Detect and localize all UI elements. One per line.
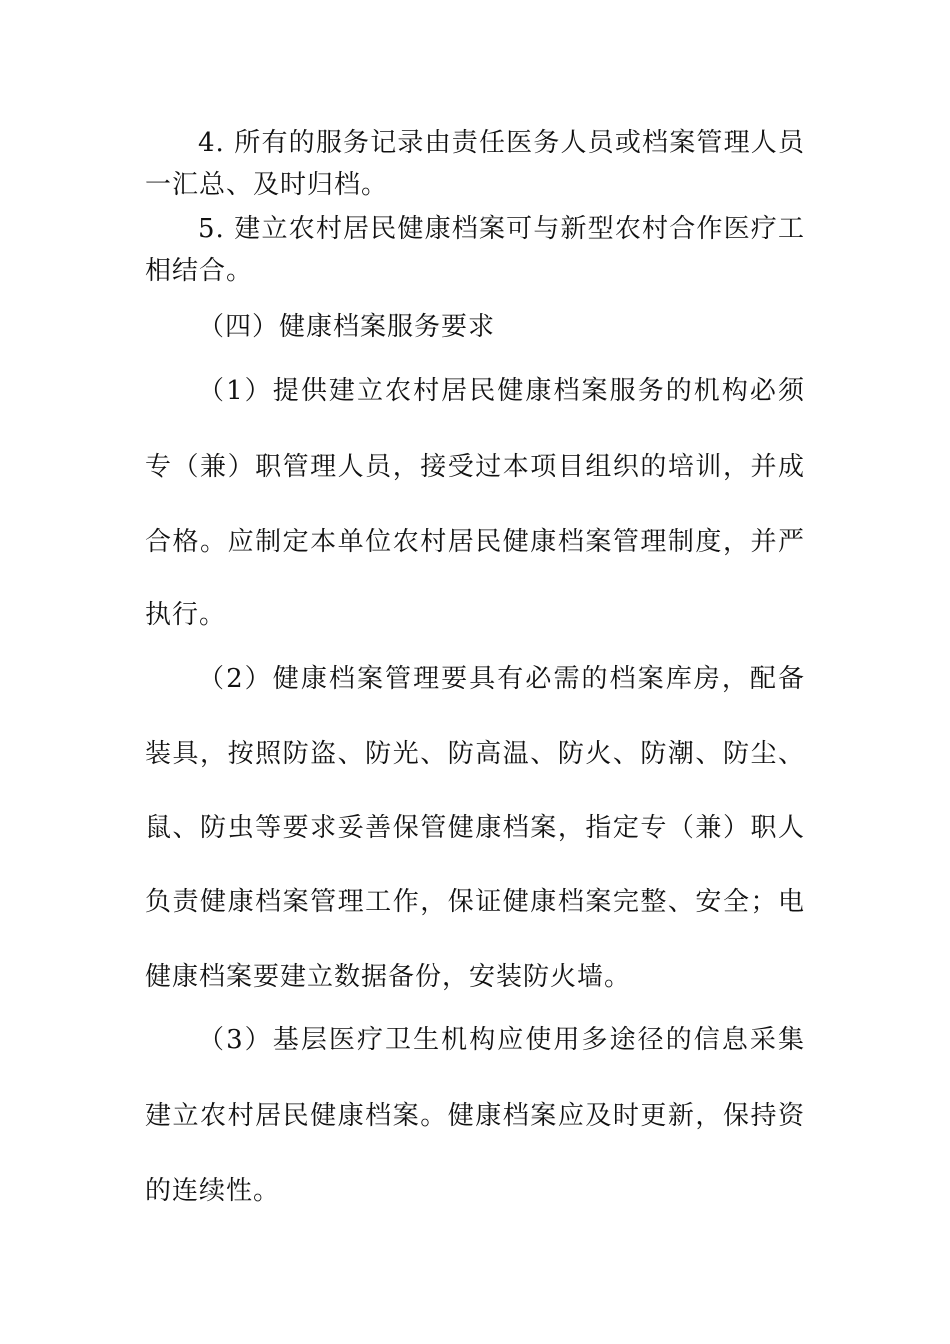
para-2-line-4: 负责健康档案管理工作，保证健康档案完整、安全；电 bbox=[145, 887, 805, 917]
para-1-line-2: 专（兼）职管理人员，接受过本项目组织的培训，并成 bbox=[145, 452, 805, 482]
para-1-line-4: 执行。 bbox=[145, 600, 227, 630]
item-5-line-1: 5. 建立农村居民健康档案可与新型农村合作医疗工 bbox=[198, 214, 805, 244]
para-2-line-2: 装具，按照防盗、防光、防高温、防火、防潮、防尘、 bbox=[145, 739, 805, 769]
para-3-line-2: 建立农村居民健康档案。健康档案应及时更新，保持资 bbox=[145, 1101, 805, 1131]
para-1-line-3: 合格。应制定本单位农村居民健康档案管理制度，并严 bbox=[145, 527, 805, 557]
item-4-line-1: 4. 所有的服务记录由责任医务人员或档案管理人员 bbox=[198, 128, 805, 158]
para-3-line-1: （3）基层医疗卫生机构应使用多途径的信息采集 bbox=[198, 1025, 805, 1055]
para-2-line-1: （2）健康档案管理要具有必需的档案库房，配备 bbox=[198, 664, 805, 694]
item-5-line-2: 相结合。 bbox=[145, 256, 254, 286]
para-1-line-1: （1）提供建立农村居民健康档案服务的机构必须 bbox=[198, 376, 805, 406]
item-4-line-2: 一汇总、及时归档。 bbox=[145, 170, 389, 200]
para-2-line-3: 鼠、防虫等要求妥善保管健康档案，指定专（兼）职人 bbox=[145, 813, 805, 843]
section-heading: （四）健康档案服务要求 bbox=[198, 312, 496, 342]
para-3-line-3: 的连续性。 bbox=[145, 1176, 281, 1206]
para-2-line-5: 健康档案要建立数据备份，安装防火墙。 bbox=[145, 962, 632, 992]
